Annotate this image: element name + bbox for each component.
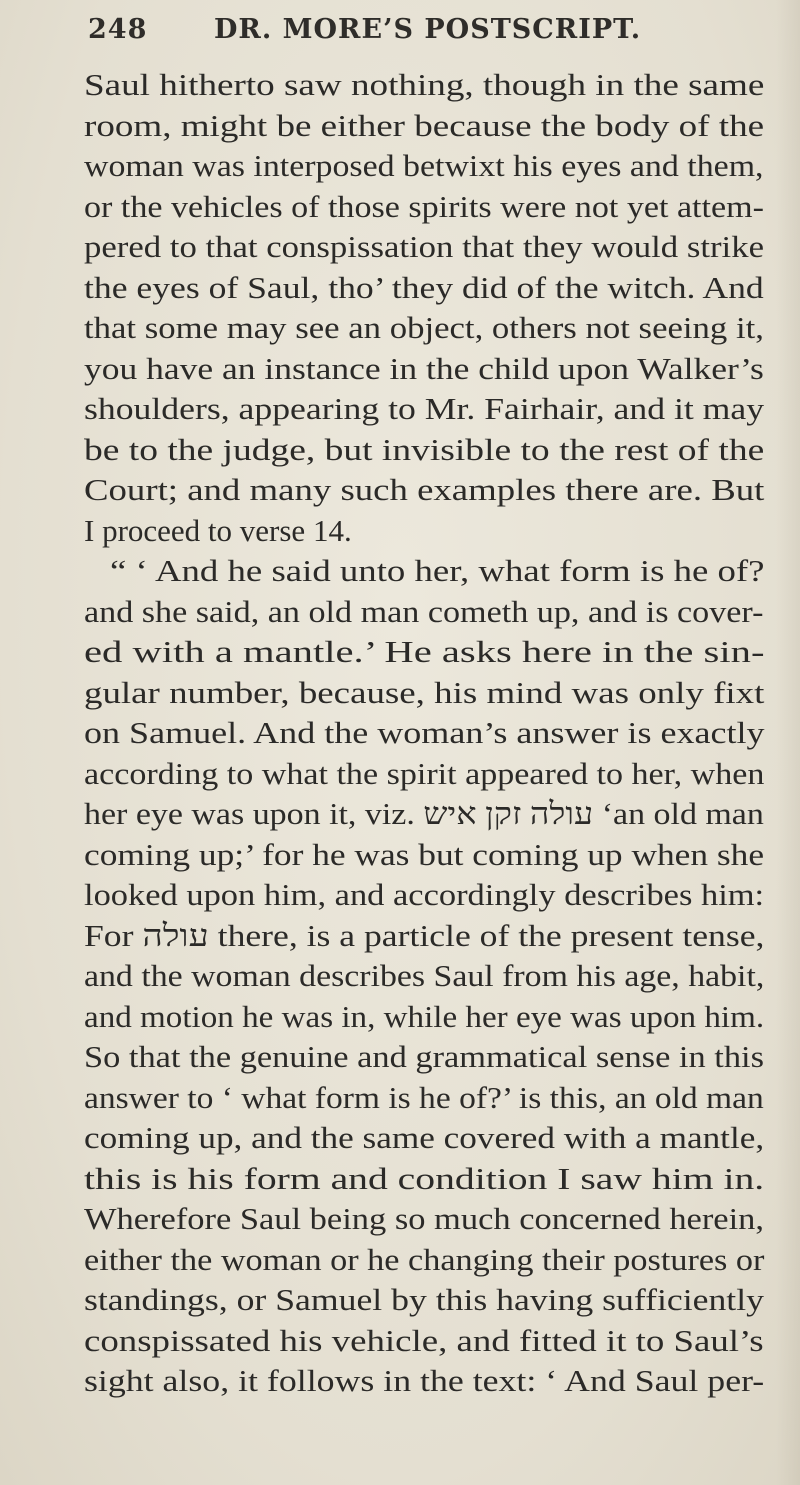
text-line: “ ‘ And he said unto her, what form is he of? xyxy=(110,553,765,588)
running-title: DR. MORE’S POSTSCRIPT. xyxy=(214,14,642,45)
text-line: conspissated his vehicle, and fitted it to Saul’s xyxy=(84,1322,764,1358)
text-line: shoulders, appearing to Mr. Fairhair, and it may xyxy=(84,391,765,426)
text-line: room, might be either because the body of the xyxy=(84,107,765,143)
text-line: coming up, and the same covered with a mantle, xyxy=(84,1120,765,1155)
text-line: sight also, it follows in the text: ‘ And Saul per- xyxy=(84,1363,765,1398)
text-line: or the vehicles of those spirits were not yet attem- xyxy=(84,188,764,224)
text-line: ed with a mantle.’ He asks here in the sin- xyxy=(84,634,765,669)
text-line: and the woman describes Saul from his age, habit, xyxy=(84,958,765,993)
text-line: either the woman or he changing their postures or xyxy=(84,1241,765,1277)
text-line: Saul hitherto saw nothing, though in the same xyxy=(84,67,765,102)
page-edge-shadow xyxy=(776,0,800,1485)
text-line: and she said, an old man cometh up, and is cover- xyxy=(84,593,764,629)
text-line: So that the genuine and grammatical sense in this xyxy=(84,1039,764,1074)
page-number: 248 xyxy=(88,14,148,45)
running-head xyxy=(88,14,728,58)
text-line: answer to ‘ what form is he of?’ is this, an old man xyxy=(84,1079,764,1115)
text-line: on Samuel. And the woman’s answer is exactly xyxy=(84,715,765,750)
text-line: Wherefore Saul being so much concerned herein, xyxy=(84,1201,764,1236)
text-line: gular number, because, his mind was only fixt xyxy=(84,674,765,710)
text-line: according to what the spirit appeared to her, when xyxy=(84,755,765,791)
text-line: standings, or Samuel by this having sufficiently xyxy=(84,1282,764,1317)
text-line: pered to that conspissation that they would strike xyxy=(84,229,764,264)
text-line: the eyes of Saul, tho’ they did of the witch. And xyxy=(84,269,764,305)
text-line: coming up;’ for he was but coming up when she xyxy=(84,836,765,872)
text-line: For עולה there, is a particle of the present tense, xyxy=(84,917,765,953)
text-line: woman was interposed betwixt his eyes and them, xyxy=(84,148,764,183)
text-line: and motion he was in, while her eye was upon him. xyxy=(84,998,765,1034)
text-line: Court; and many such examples there are. But xyxy=(84,472,765,507)
text-line: this is his form and condition I saw him in. xyxy=(84,1160,765,1196)
text-line: be to the judge, but invisible to the rest of the xyxy=(84,431,765,467)
text-line: I proceed to verse 14. xyxy=(84,512,352,548)
text-line: her eye was upon it, viz. עולה זקן איש ‘an old man xyxy=(84,796,764,831)
text-line: looked upon him, and accordingly describes him: xyxy=(84,877,765,912)
text-line: that some may see an object, others not seeing it, xyxy=(84,310,764,345)
text-line: you have an instance in the child upon Walker’s xyxy=(84,350,764,386)
